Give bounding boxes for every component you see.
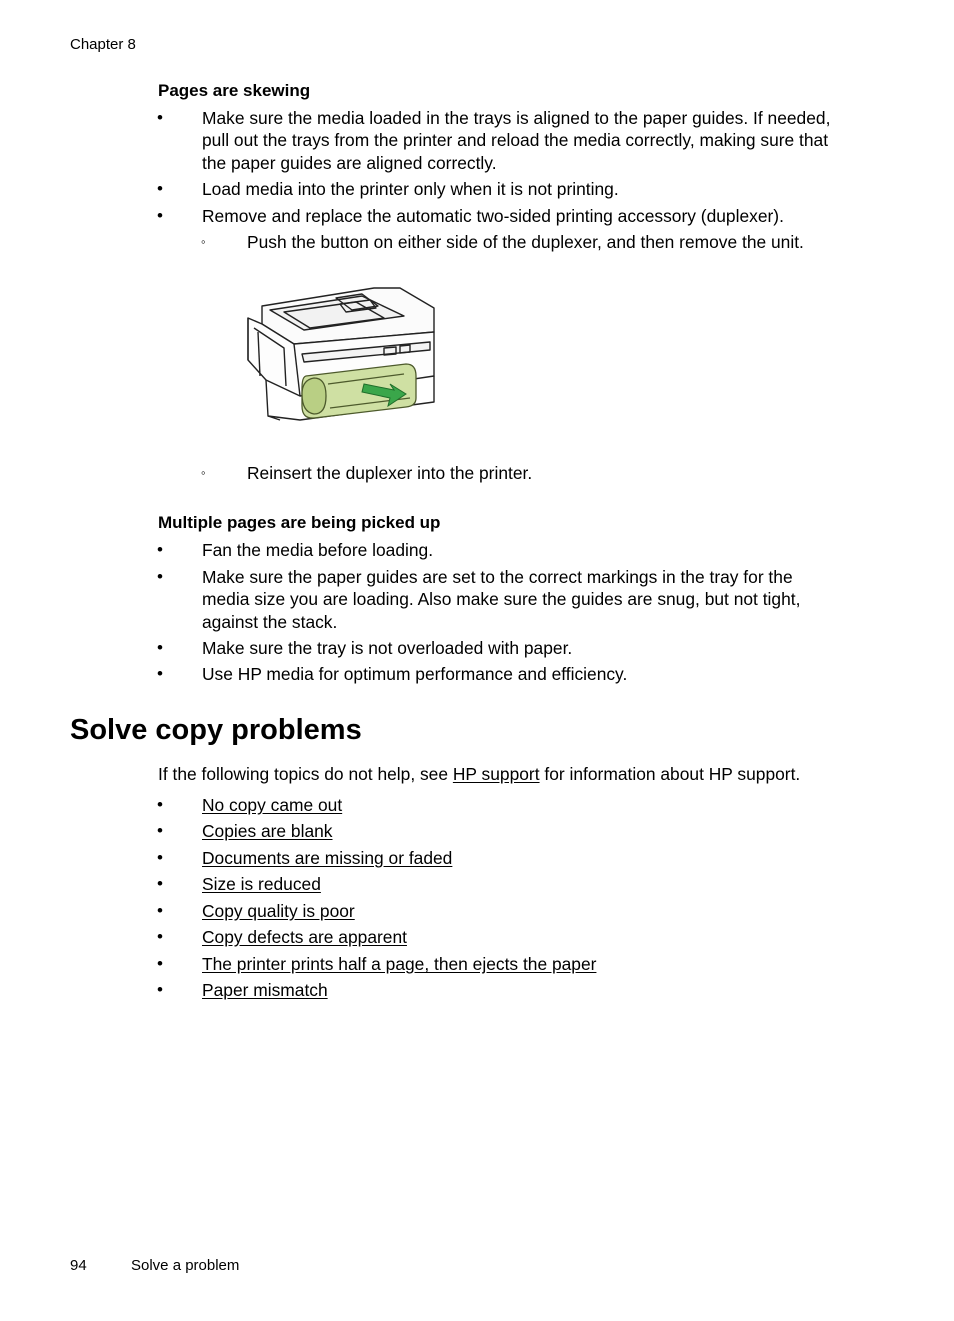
- bullet-marker: •: [157, 927, 163, 946]
- link-copies-are-blank[interactable]: Copies are blank: [202, 821, 333, 841]
- sub-bullet-marker: ◦: [201, 234, 206, 249]
- page-section-title: Solve copy problems: [70, 714, 362, 746]
- bullet-marker: •: [157, 664, 163, 683]
- intro-text-before: If the following topics do not help, see: [158, 764, 453, 784]
- list-item-line: Fan the media before loading.: [202, 540, 434, 560]
- list-item-line: Make sure the tray is not overloaded with paper.: [202, 638, 573, 658]
- chapter-label: Chapter 8: [70, 36, 136, 53]
- bullet-marker: •: [157, 206, 163, 225]
- list-item-line: against the stack.: [202, 611, 338, 632]
- link-size-is-reduced[interactable]: Size is reduced: [202, 874, 321, 894]
- section-heading-skewing: Pages are skewing: [158, 81, 311, 100]
- sub-list-item: Reinsert the duplexer into the printer.: [247, 463, 533, 483]
- bullet-marker: •: [157, 874, 163, 893]
- bullet-marker: •: [157, 179, 163, 198]
- link-documents-missing-or-faded[interactable]: Documents are missing or faded: [202, 848, 453, 868]
- link-copy-quality-is-poor[interactable]: Copy quality is poor: [202, 901, 355, 921]
- bullet-marker: •: [157, 848, 163, 867]
- link-paper-mismatch[interactable]: Paper mismatch: [202, 980, 328, 1000]
- list-item: [202, 566, 800, 633]
- bullet-marker: •: [157, 795, 163, 814]
- link-copy-defects-are-apparent[interactable]: Copy defects are apparent: [202, 927, 407, 947]
- bullet-marker: •: [157, 980, 163, 999]
- printer-duplexer-illustration-icon: [244, 284, 438, 424]
- bullet-marker: •: [157, 954, 163, 973]
- bullet-marker: •: [157, 901, 163, 920]
- list-item: [202, 663, 627, 685]
- link-no-copy-came-out[interactable]: No copy came out: [202, 795, 343, 815]
- list-item: [202, 107, 830, 174]
- bullet-marker: •: [157, 108, 163, 127]
- intro-text-after: for information about HP support.: [539, 764, 801, 784]
- list-item-line: pull out the trays from the printer and reload the media correctly, making sure that: [202, 130, 829, 151]
- list-item-line: media size you are loading. Also make sure the guides are snug, but not tight,: [202, 589, 801, 610]
- bullet-marker: •: [157, 540, 163, 559]
- bullet-marker: •: [157, 638, 163, 657]
- intro-paragraph: [158, 763, 800, 785]
- list-item-line: Load media into the printer only when it is not printing.: [202, 179, 619, 199]
- list-item-line: Remove and replace the automatic two-sided printing accessory (duplexer).: [202, 206, 784, 226]
- link-prints-half-page-ejects[interactable]: The printer prints half a page, then ejects the paper: [202, 954, 597, 974]
- printer-duplexer-figure: [244, 284, 438, 424]
- list-item: [202, 178, 619, 200]
- list-item-line: Make sure the paper guides are set to the correct markings in the tray for the: [202, 567, 793, 587]
- list-item-line: Use HP media for optimum performance and efficiency.: [202, 664, 628, 684]
- page-number: 94: [70, 1257, 87, 1274]
- bullet-marker: •: [157, 567, 163, 586]
- sub-list-item: Push the button on either side of the duplexer, and then remove the unit.: [247, 232, 804, 252]
- list-item-line: the paper guides are aligned correctly.: [202, 152, 497, 173]
- hp-support-link[interactable]: HP support: [452, 764, 540, 784]
- list-item: [202, 539, 433, 561]
- bullet-marker: •: [157, 821, 163, 840]
- footer-section-title: Solve a problem: [131, 1257, 240, 1274]
- list-item: [202, 205, 784, 227]
- list-item: [202, 637, 572, 659]
- section-heading-multiple-pages: Multiple pages are being picked up: [158, 513, 441, 532]
- list-item-line: Make sure the media loaded in the trays is aligned to the paper guides. If needed,: [202, 108, 831, 128]
- sub-bullet-marker: ◦: [201, 465, 206, 480]
